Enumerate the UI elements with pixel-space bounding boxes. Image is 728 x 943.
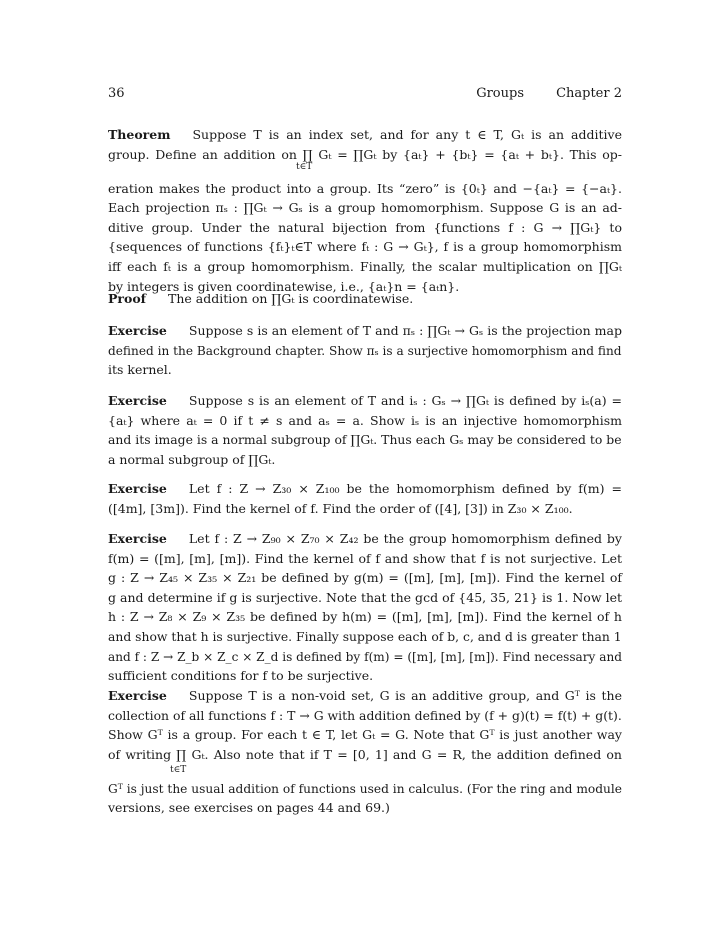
theorem-line-3: eration makes the product into a group. Its “zero” is {0ₜ} and −{aₜ} = {−aₜ}.	[108, 180, 622, 196]
exercise-line: h : Z → Z₈ × Z₉ × Z₃₅ be defined by h(m) = ([m], [m], [m]). Find the kernel of h	[108, 609, 622, 625]
text-line	[108, 360, 622, 380]
exercise-line: defined in the Background chapter. Show πₛ is a surjective homomorphism and find	[108, 342, 622, 358]
text-line	[108, 627, 622, 647]
text-line	[108, 198, 622, 218]
text-line	[108, 321, 622, 341]
theorem-line-5: ditive group. Under the natural bijection from {functions f : G → ∏Gₜ} to	[108, 219, 622, 235]
exercise-line: of writing ∏ Gₜ. Also note that if T = [0, 1] and G = R, the addition defined on	[108, 746, 622, 762]
exercise-block	[108, 321, 622, 380]
text-line	[108, 257, 622, 277]
proof-heading: Proof	[108, 291, 147, 306]
exercise-line: Let f : Z → Z₃₀ × Z₁₀₀ be the homomorphism defined by f(m) =	[188, 481, 622, 496]
exercise-line: and show that h is surjective. Finally suppose each of b, c, and d is greater than 1	[108, 628, 622, 644]
exercise-line: g : Z → Z₄₅ × Z₃₅ × Z₂₁ be defined by g(m) = ([m], [m], [m]). Find the kernel of	[108, 570, 622, 586]
text-line	[108, 499, 622, 519]
text-line	[108, 125, 622, 145]
theorem-line-8: by integers is given coordinatewise, i.e., {aₜ}n = {aₜn}.	[108, 278, 460, 294]
exercise-heading: Exercise	[108, 531, 167, 546]
exercise-line: sufficient conditions for f to be surjective.	[108, 668, 374, 684]
text-line	[108, 647, 622, 667]
exercise-line: and f : Z → Z_b × Z_c × Z_d is defined by f(m) = ([m], [m], [m]). Find necessary and	[108, 648, 622, 664]
exercise-block	[108, 391, 622, 469]
page-number: 36	[108, 86, 125, 101]
text-line	[108, 568, 622, 588]
exercise-line: collection of all functions f : T → G with addition defined by (f + g)(t) = f(t) + g(t).	[108, 707, 622, 723]
theorem-line-7: iff each fₜ is a group homomorphism. Finally, the scalar multiplication on ∏Gₜ	[108, 258, 622, 274]
exercise-block	[108, 529, 622, 686]
theorem-line-1: Suppose T is an index set, and for any t ∈ T, Gₜ is an additive	[192, 127, 622, 142]
exercise-line: and its image is a normal subgroup of ∏Gₜ. Thus each Gₛ may be considered to be	[108, 432, 622, 448]
exercise-line: versions, see exercises on pages 44 and 69.)	[108, 800, 390, 816]
exercise-line: f(m) = ([m], [m], [m]). Find the kernel of f and show that f is not surjective. Let	[108, 550, 622, 566]
theorem-line-4: Each projection πₛ : ∏Gₜ → Gₛ is a group homomorphism. Suppose G is an ad-	[108, 200, 622, 216]
text-line	[108, 798, 622, 818]
text-line	[108, 686, 622, 706]
product-subscript: t∈T	[170, 765, 187, 775]
proof-line-1: The addition on ∏Gₜ is coordinatewise.	[168, 291, 414, 306]
text-line	[108, 725, 622, 745]
proof-block	[108, 289, 622, 309]
text-line	[108, 218, 622, 238]
text-line	[108, 430, 622, 450]
product-subscript: t∈T	[296, 162, 313, 172]
text-line	[108, 179, 622, 199]
text-line	[108, 666, 622, 686]
theorem-line-2: group. Define an addition on ∏ Gₜ = ∏Gₜ by {aₜ} + {bₜ} = {aₜ + bₜ}. This op-	[108, 146, 622, 162]
text-line	[108, 391, 622, 411]
theorem-heading: Theorem	[108, 127, 171, 142]
exercise-line: Suppose s is an element of T and iₛ : Gₛ → ∏Gₜ is defined by iₛ(a) =	[188, 393, 622, 408]
section-title: Groups	[476, 86, 524, 101]
exercise-line: Let f : Z → Z₉₀ × Z₇₀ × Z₄₂ be the group homomorphism defined by	[188, 531, 622, 546]
text-line	[108, 706, 622, 726]
exercise-heading: Exercise	[108, 323, 167, 338]
text-line	[108, 411, 622, 431]
exercise-block	[108, 479, 622, 518]
exercise-line: its kernel.	[108, 362, 172, 378]
text-line	[108, 341, 622, 361]
text-line	[108, 779, 622, 799]
exercise-line: {aₜ} where aₜ = 0 if t ≠ s and aₛ = a. Show iₛ is an injective homomorphism	[108, 412, 622, 428]
exercise-line: Show Gᵀ is a group. For each t ∈ T, let Gₜ = G. Note that Gᵀ is just another way	[108, 727, 622, 743]
theorem-line-6: {sequences of functions {fₜ}ₜ∈T where fₜ : G → Gₜ}, f is a group homomorphism	[108, 239, 622, 255]
exercise-heading: Exercise	[108, 481, 167, 496]
exercise-line: ([4m], [3m]). Find the kernel of f. Find the order of ([4], [3]) in Z₃₀ × Z₁₀₀.	[108, 500, 573, 516]
exercise-line: g and determine if g is surjective. Note that the gcd of {45, 35, 21} is 1. Now let	[108, 589, 622, 605]
exercise-line: Suppose s is an element of T and πₛ : ∏Gₜ → Gₛ is the projection map	[188, 323, 622, 338]
theorem-block	[108, 125, 622, 296]
text-line	[108, 450, 622, 470]
exercise-line: Gᵀ is just the usual addition of functions used in calculus. (For the ring and module	[108, 780, 623, 796]
exercise-heading: Exercise	[108, 688, 167, 703]
text-line	[108, 549, 622, 569]
text-line	[108, 529, 622, 549]
text-line	[108, 145, 622, 179]
text-line	[108, 289, 622, 309]
exercise-heading: Exercise	[108, 393, 167, 408]
text-line	[108, 237, 622, 257]
exercise-block	[108, 686, 622, 818]
running-header	[108, 86, 622, 106]
exercise-line: a normal subgroup of ∏Gₜ.	[108, 451, 276, 467]
text-line	[108, 479, 622, 499]
chapter-title: Chapter 2	[556, 86, 622, 101]
exercise-line: Suppose T is a non-void set, G is an additive group, and Gᵀ is the	[188, 688, 622, 703]
text-line	[108, 588, 622, 608]
text-line	[108, 607, 622, 627]
